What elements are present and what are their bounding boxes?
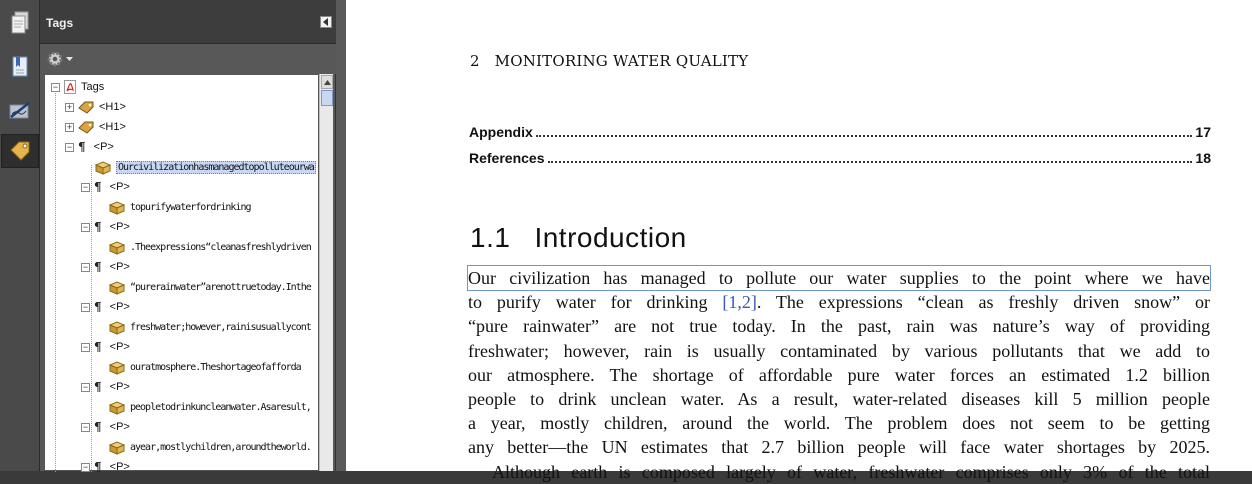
signatures-panel-button[interactable] (3, 94, 37, 128)
tree-node-content[interactable] (109, 278, 311, 296)
tree-node-p[interactable] (81, 298, 130, 316)
tree-root-label: Tags (81, 81, 105, 93)
chapter-number: 2 (470, 52, 480, 70)
body-line: our atmosphere. The shortage of affordable pure water forces an estimated 1.2 billion (468, 364, 1210, 385)
paragraph-icon: ¶ (94, 460, 102, 474)
toc-entry-label: References (469, 150, 545, 166)
paragraph-icon: ¶ (94, 260, 102, 274)
pages-panel-button[interactable] (3, 6, 37, 40)
citation-link[interactable]: [1,2] (722, 292, 757, 313)
tree-node-content[interactable] (109, 318, 311, 336)
body-paragraph (468, 266, 1210, 484)
running-header (470, 52, 748, 70)
document-page (346, 0, 1252, 482)
tree-node-label: <P> (109, 381, 130, 393)
collapse-toggle[interactable]: − (82, 181, 89, 192)
body-line: “pure rainwater” are not true today. In the past, rain was nature’s way of providing (468, 316, 1210, 337)
tree-node-label: <P> (109, 341, 130, 353)
tree-node-label: <H1> (99, 101, 126, 113)
body-line (468, 290, 1210, 314)
tree-node-p[interactable] (81, 378, 130, 396)
body-line: a year, mostly children, around the world. The problem does not seem to be getting (468, 413, 1210, 434)
tag-icon (78, 120, 94, 134)
paragraph-icon: ¶ (94, 340, 102, 354)
tree-node-label: <P> (109, 181, 130, 193)
bookmarks-panel-button[interactable] (3, 50, 37, 84)
tree-node-label: <P> (109, 221, 130, 233)
collapse-toggle[interactable]: − (82, 381, 89, 392)
body-line: people to drink unclean water. As a result, water-related diseases kill 5 million people (468, 388, 1210, 409)
body-line: Our civilization has managed to pollute our water supplies to the point where we have (468, 266, 1210, 290)
tree-node-label: Ourcivilizationhasmanagedtopolluteourwa (118, 161, 314, 173)
tree-node-label: <P> (109, 261, 130, 273)
content-box-icon (109, 401, 125, 414)
tree-root[interactable] (51, 78, 104, 96)
tree-node-p[interactable] (81, 338, 130, 356)
section-number: 1.1 (470, 222, 511, 253)
tree-node-content[interactable] (95, 158, 316, 176)
tree-node-label: ayear,mostlychildren,aroundtheworld. (130, 441, 311, 453)
content-box-icon (109, 441, 125, 454)
tree-node-content[interactable] (109, 198, 251, 216)
collapse-panel-button[interactable] (320, 16, 332, 28)
tree-node-h1[interactable] (65, 118, 126, 136)
tree-node-label: freshwater;however,rainisusuallycont (130, 321, 311, 333)
tree-node-label: <P> (93, 141, 114, 153)
tags-tree (44, 74, 319, 474)
tree-node-p[interactable] (81, 458, 130, 476)
collapse-toggle[interactable]: − (82, 221, 89, 232)
scroll-up-button[interactable] (321, 75, 333, 89)
tree-node-p[interactable] (65, 138, 114, 156)
document-viewer (336, 0, 1252, 482)
paragraph-icon: ¶ (94, 380, 102, 394)
content-box-icon (109, 281, 125, 294)
toc-entry-page: 17 (1195, 124, 1211, 140)
collapse-toggle[interactable]: − (82, 461, 89, 472)
scroll-thumb[interactable] (321, 90, 333, 106)
chevron-up-icon (324, 80, 331, 85)
section-heading (470, 222, 687, 254)
toc-entry-page: 18 (1195, 150, 1211, 166)
tags-panel (40, 0, 336, 474)
tree-node-label: “purerainwater”arenottruetoday.Inthe (130, 281, 311, 293)
collapse-toggle[interactable]: − (82, 341, 89, 352)
content-box-icon (109, 201, 125, 214)
toc-entry-label: Appendix (469, 124, 533, 140)
tree-node-h1[interactable] (65, 98, 126, 116)
pages-icon (9, 11, 31, 35)
collapse-toggle[interactable]: − (82, 261, 89, 272)
options-menu-button[interactable] (46, 50, 76, 68)
pdf-document-icon (64, 80, 76, 94)
body-text: to purify water for drinking (468, 292, 723, 313)
body-text: . The expressions “clean as freshly driven snow” or (756, 292, 1210, 313)
gear-icon (46, 50, 64, 68)
content-box-icon (109, 241, 125, 254)
content-box-icon (109, 321, 125, 334)
triangle-left-icon (323, 18, 329, 26)
body-line: any better—the UN estimates that 2.7 billion people will face water shortages by 2025. (468, 437, 1210, 458)
tags-panel-button[interactable] (1, 134, 39, 168)
toc-entry[interactable] (469, 124, 1211, 144)
tree-node-label: <P> (109, 421, 130, 433)
tree-node-p[interactable] (81, 418, 130, 436)
body-line: Although earth is composed largely of water, freshwater comprises only 3% of the total (492, 461, 1210, 482)
paragraph-icon: ¶ (94, 420, 102, 434)
section-title: Introduction (534, 222, 687, 253)
toc-leader (536, 125, 1193, 137)
tree-node-p[interactable] (81, 178, 130, 196)
expand-toggle[interactable]: + (66, 121, 73, 132)
tree-node-content[interactable] (109, 358, 301, 376)
paragraph-icon: ¶ (94, 220, 102, 234)
tree-node-label: topurifywaterfordrinking (130, 201, 251, 213)
panel-title: Tags (46, 16, 74, 30)
collapse-toggle[interactable]: − (82, 301, 89, 312)
tree-scrollbar[interactable] (319, 74, 333, 471)
collapse-toggle[interactable]: − (66, 141, 73, 152)
bookmarks-icon (9, 55, 31, 79)
tree-node-p[interactable] (81, 258, 130, 276)
body-line: freshwater; however, rain is usually contaminated by various pollutants that we add to (468, 340, 1210, 361)
tree-node-label: .Theexpressions“cleanasfreshlydriven (130, 241, 311, 253)
tag-icon (8, 139, 32, 163)
collapse-toggle[interactable]: − (82, 421, 89, 432)
toc-entry[interactable] (469, 150, 1211, 170)
tree-node-label: <H1> (99, 121, 126, 133)
tree-node-content[interactable] (109, 398, 311, 416)
toc-leader (548, 151, 1193, 163)
tag-icon (78, 100, 94, 114)
tree-node-label: peopletodrinkuncleanwater.Asaresult, (130, 401, 311, 413)
tree-node-content[interactable] (109, 238, 311, 256)
chapter-title: MONITORING WATER QUALITY (494, 52, 749, 70)
tree-node-p[interactable] (81, 218, 130, 236)
tree-node-label: <P> (109, 461, 130, 473)
tree-node-label: <P> (109, 301, 130, 313)
paragraph-icon: ¶ (78, 140, 86, 154)
content-box-icon (95, 161, 111, 174)
options-bar (40, 44, 336, 74)
collapse-toggle[interactable]: − (52, 81, 59, 92)
tree-node-label: ouratmosphere.Theshortageofafforda (130, 361, 301, 373)
content-box-icon (109, 361, 125, 374)
paragraph-icon: ¶ (94, 300, 102, 314)
chevron-down-icon (66, 57, 73, 62)
expand-toggle[interactable]: + (66, 101, 73, 112)
paragraph-icon: ¶ (94, 180, 102, 194)
signature-icon (8, 100, 32, 122)
tree-node-content[interactable] (109, 438, 311, 456)
panel-header (40, 0, 336, 44)
navigation-toolbar (0, 0, 40, 471)
